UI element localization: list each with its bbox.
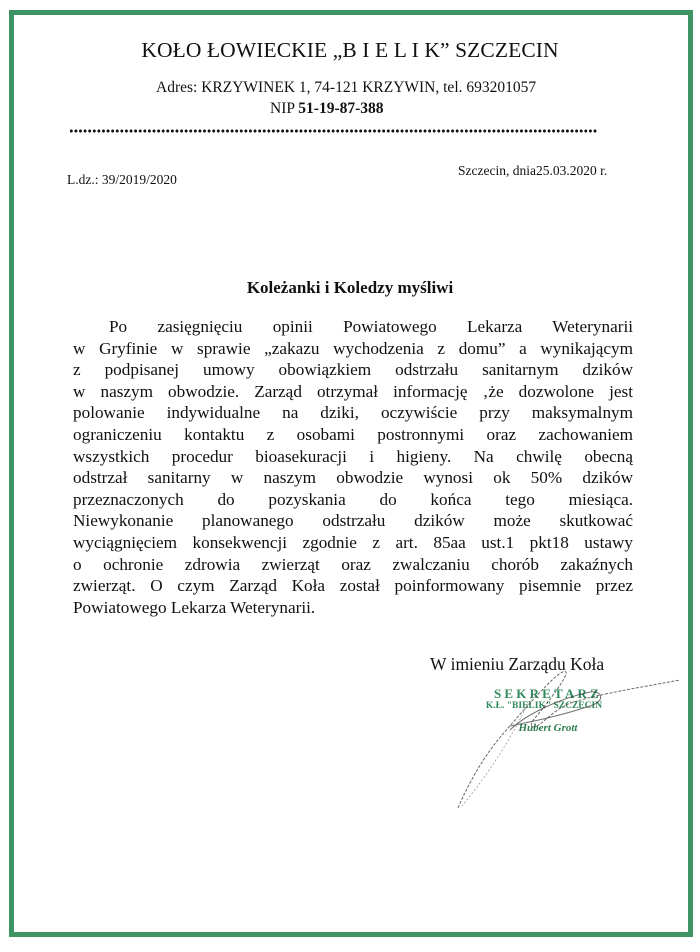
organization-address: Adres: KRZYWINEK 1, 74-121 KRZYWIN, tel. 693201057 bbox=[156, 79, 537, 96]
body-line: wyciągnięciem konsekwencji zgodnie z art. 85aa ust.1 pkt18 ustawy bbox=[73, 532, 633, 552]
body-line: Powiatowego Lekarza Weterynarii. bbox=[73, 597, 316, 617]
body-line: w Gryfinie w sprawie „zakazu wychodzenia z domu” a wynikającym bbox=[73, 338, 633, 358]
stamp-title: SEKRETARZ bbox=[493, 686, 603, 701]
secretary-stamp bbox=[468, 687, 628, 734]
body-line: ograniczeniu kontaktu z osobami postronnymi oraz zachowaniem bbox=[73, 424, 633, 444]
reference-number: L.dz.: 39/2019/2020 bbox=[67, 172, 177, 187]
body-line: odstrzał sanitarny w naszym obwodzie wynosi ok 50% dzików bbox=[73, 468, 633, 488]
stamp-name: Hubert Grott bbox=[518, 722, 578, 734]
stamp-subtitle: K.Ł. "BIELIK" SZCZECIN bbox=[485, 701, 603, 711]
nip-label: NIP bbox=[270, 100, 295, 117]
body-line: o ochronie zdrowia zwierząt oraz zwalczaniu chorób zakaźnych bbox=[73, 554, 633, 574]
body-line: z podpisanej umowy obowiązkiem odstrzału sanitarnym dzików bbox=[73, 360, 633, 380]
body-line: zwierząt. O czym Zarząd Koła został poinformowany pisemnie przez bbox=[73, 576, 633, 596]
nip-value: 51-19-87-388 bbox=[298, 100, 384, 117]
organization-nip bbox=[270, 100, 384, 118]
body-line: wszystkich procedur bioasekuracji i higieny. Na chwilę obecną bbox=[73, 446, 633, 466]
body-line: w naszym obwodzie. Zarząd otrzymał informację ‚że dozwolone jest bbox=[73, 381, 633, 401]
closing-line: W imieniu Zarządu Koła bbox=[430, 654, 605, 674]
letter-body bbox=[73, 316, 633, 618]
body-line: Po zasięgnięciu opinii Powiatowego Lekarza Weterynarii bbox=[109, 317, 633, 336]
organization-title: KOŁO ŁOWIECKIE „B I E L I K” SZCZECIN bbox=[141, 38, 559, 62]
salutation: Koleżanki i Koledzy myśliwi bbox=[246, 278, 454, 297]
dotted-divider bbox=[69, 128, 597, 134]
letter-date: Szczecin, dnia25.03.2020 r. bbox=[458, 163, 608, 178]
body-line: przeznaczonych do pozyskania do końca tego miesiąca. bbox=[73, 489, 633, 509]
body-line: Niewykonanie planowanego odstrzału dzików może skutkować bbox=[73, 511, 633, 531]
body-line: polowanie indywidualne na dziki, oczywiście przy maksymalnym bbox=[73, 403, 633, 423]
